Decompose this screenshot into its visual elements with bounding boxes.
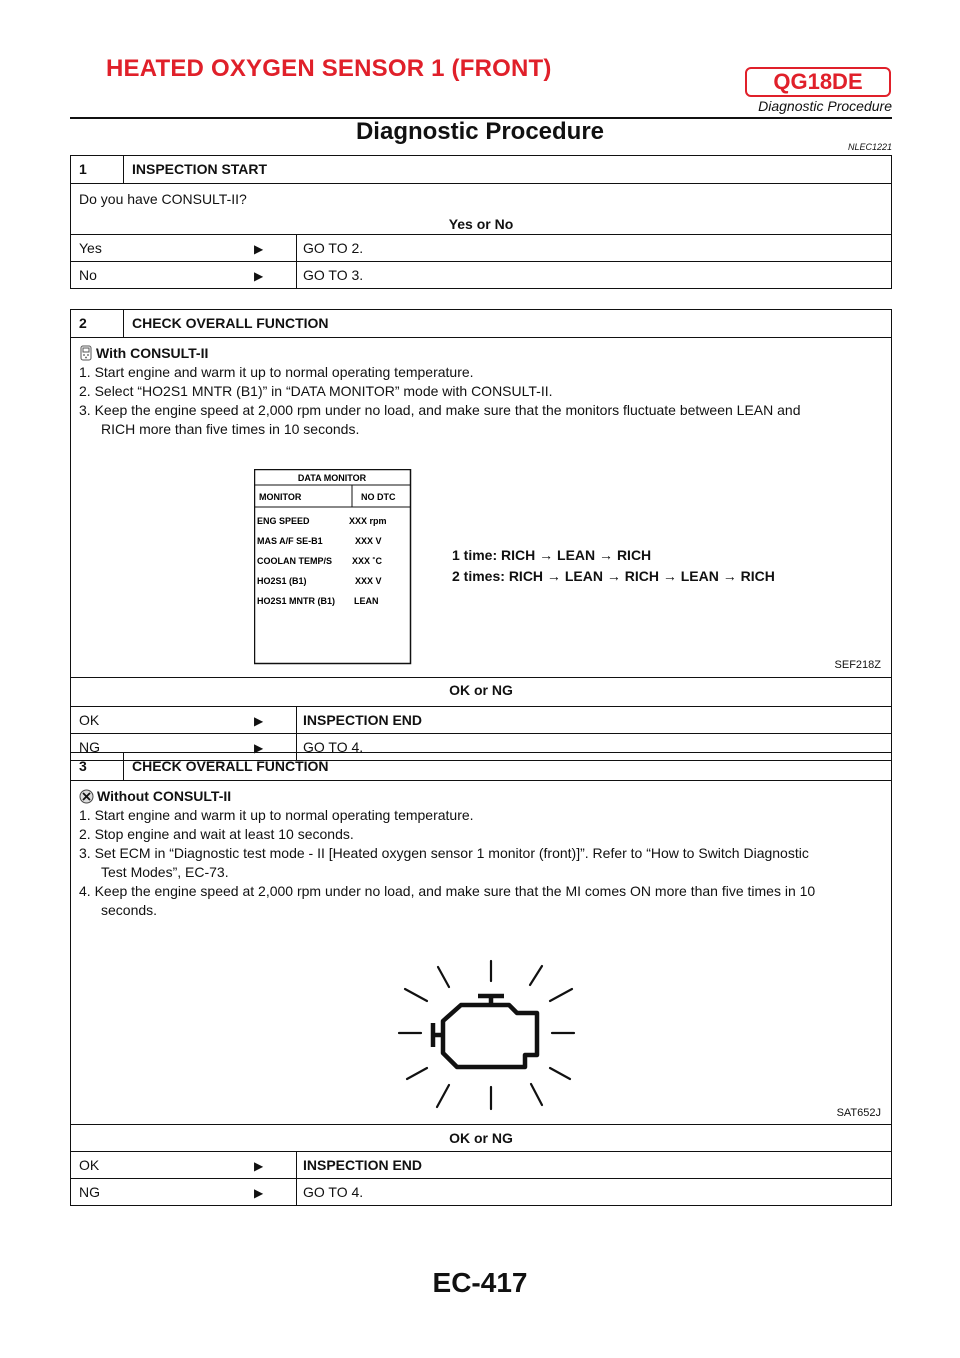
option-label: OK [79,1157,100,1173]
step-name: CHECK OVERALL FUNCTION [132,758,329,774]
monitor-item: MAS A/F SE-B1 [257,536,323,546]
mode-label: With CONSULT-II [96,345,209,361]
step-question: Do you have CONSULT-II? [79,191,247,207]
instruction: 3. Set ECM in “Diagnostic test mode - II [Heated oxygen sensor 1 monitor (front)]”. Refer to “How to Switch Diagnostic [79,845,809,861]
step-number: 2 [71,310,124,337]
cycle-line-2: 2 times: RICH → LEAN → RICH → LEAN → RICH [452,568,775,584]
option-action: GO TO 2. [296,235,363,261]
instruction: 1. Start engine and warm it up to normal operating temperature. [79,364,474,380]
option-action: INSPECTION END [296,707,422,733]
option-label: OK [79,712,100,728]
monitor-col1: MONITOR [259,492,302,502]
instruction: 4. Keep the engine speed at 2,000 rpm under no load, and make sure that the MI comes ON more than five times in 10 [79,883,816,899]
page-title: Diagnostic Procedure [355,118,605,145]
step-name: INSPECTION START [132,161,268,177]
monitor-item: ENG SPEED [257,516,310,526]
check-engine-lamp-icon [397,957,577,1112]
step-3-header [71,753,891,781]
instruction: Test Modes”, EC-73. [101,864,229,880]
option-label: No [79,267,97,283]
option-row [71,1179,891,1205]
monitor-item: COOLAN TEMP/S [257,556,333,566]
section-subtitle: Diagnostic Procedure [758,98,892,114]
answer-label: OK or NG [449,682,513,698]
figure-code: SAT652J [836,1107,881,1119]
consult-tool-icon [79,345,93,361]
data-monitor-screen [254,469,414,665]
arrow-icon: ▶ [254,714,264,728]
monitor-value: XXX V [355,576,382,586]
monitor-col2: NO DTC [361,492,396,502]
step-1-body [71,184,891,235]
option-row [71,262,891,288]
step-2-body [71,338,891,698]
answer-label: Yes or No [448,216,514,232]
option-label: Yes [79,240,102,256]
arrow-icon: ▶ [254,269,264,283]
arrow-icon: ▶ [254,1159,264,1173]
arrow-icon: ▶ [254,1186,264,1200]
option-action: GO TO 4. [296,734,363,760]
instruction: 2. Stop engine and wait at least 10 seconds. [79,826,354,842]
cycle-line-1: 1 time: RICH → LEAN → RICH [452,547,652,563]
step-name: CHECK OVERALL FUNCTION [132,315,329,331]
option-label: NG [79,739,100,755]
step-1-table [70,155,892,289]
mode-line [79,344,883,363]
option-row [71,1152,891,1179]
step-number: 3 [71,753,124,780]
option-action: INSPECTION END [296,1152,422,1178]
monitor-item: HO2S1 MNTR (B1) [257,596,336,606]
instruction: RICH more than five times in 10 seconds. [101,421,360,437]
instruction: 1. Start engine and warm it up to normal operating temperature. [79,807,474,823]
monitor-value: XXX rpm [349,516,387,526]
option-action: GO TO 3. [296,262,363,288]
cycle-description [452,545,775,587]
section-title: HEATED OXYGEN SENSOR 1 (FRONT) [106,55,552,82]
engine-code-badge: QG18DE [745,67,891,97]
figure-code: SEF218Z [834,659,881,671]
monitor-item: HO2S1 (B1) [257,576,307,586]
instruction: 2. Select “HO2S1 MNTR (B1)” in “DATA MONITOR” mode with CONSULT-II. [79,383,553,399]
arrow-icon: ▶ [254,741,264,755]
step-2-table [70,309,892,761]
no-consult-icon [79,789,94,804]
monitor-value: LEAN [354,596,379,606]
option-row [71,707,891,734]
answer-row-spacer [71,678,891,707]
arrow-icon: ▶ [254,242,264,256]
step-number: 1 [71,156,124,183]
answer-label: OK or NG [449,1130,513,1146]
step-3-table [70,752,892,1206]
answer-row [71,1125,891,1152]
monitor-value: XXX V [355,536,382,546]
mode-line [79,787,883,806]
instruction: 3. Keep the engine speed at 2,000 rpm under no load, and make sure that the monitors fluctuate between LEAN and [79,402,801,418]
option-action: GO TO 4. [296,1179,363,1205]
page-number: EC-417 [432,1267,528,1298]
option-label: NG [79,1184,100,1200]
step-1-header [71,156,891,184]
monitor-title: DATA MONITOR [297,473,367,483]
monitor-value: XXX ˚C [352,556,383,566]
option-row [71,235,891,262]
instruction: seconds. [101,902,158,918]
step-3-body [71,781,891,1125]
mode-label: Without CONSULT-II [97,788,232,804]
step-2-header [71,310,891,338]
reference-code: NLEC1221 [847,142,892,152]
